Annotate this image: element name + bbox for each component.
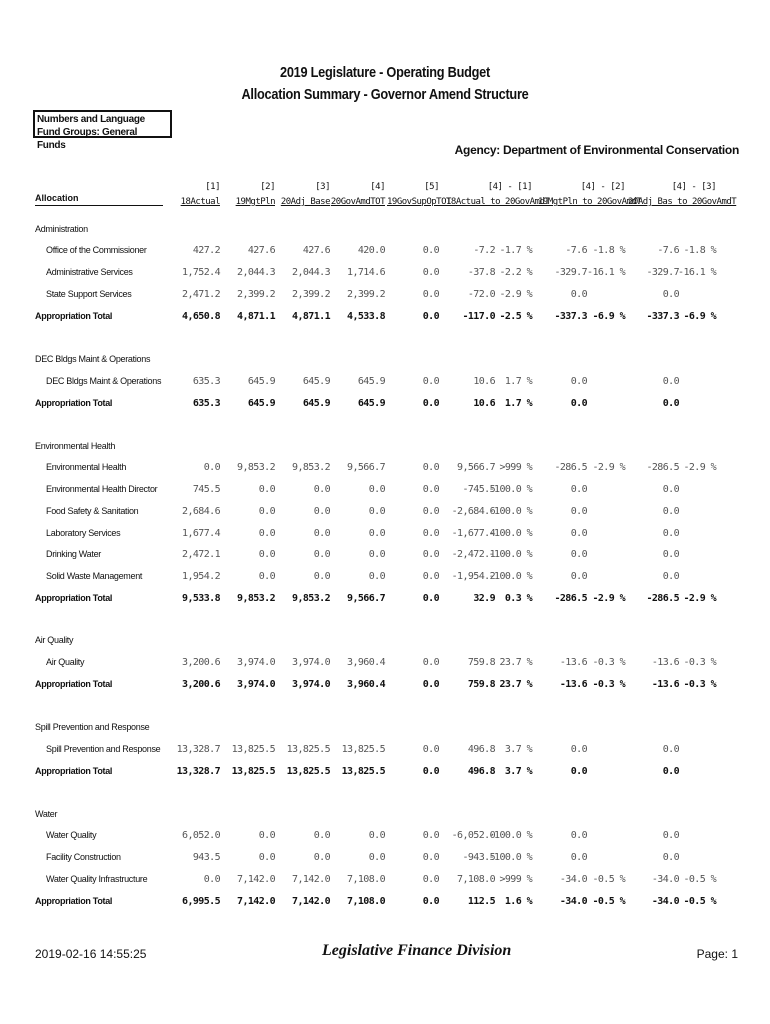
cell-col-4: 13,825.5	[341, 766, 385, 777]
cell-col-8: 0.0	[570, 484, 587, 495]
table-row	[0, 376, 770, 390]
table-row	[0, 657, 770, 671]
cell-col-5: 0.0	[422, 528, 439, 539]
cell-col-5: 0.0	[422, 896, 439, 907]
cell-col-2: 645.9	[247, 376, 275, 387]
cell-col-1: 745.5	[192, 484, 220, 495]
total-label: Appropriation Total	[35, 766, 113, 776]
cell-col-1: 427.2	[192, 245, 220, 256]
section-label: DEC Bldgs Maint & Operations	[35, 354, 151, 364]
cell-col-1: 13,328.7	[176, 766, 220, 777]
cell-col-1: 1,954.2	[182, 571, 220, 582]
appropriation-total-row	[0, 593, 770, 607]
section-header-row	[0, 809, 770, 823]
cell-col-7: 3.7 %	[504, 766, 532, 777]
cell-col-10: 0.0	[662, 506, 679, 517]
row-label: Food Safety & Sanitation	[46, 506, 139, 516]
cell-col-11: -0.5 %	[683, 896, 716, 907]
cell-col-9: -2.9 %	[592, 462, 625, 473]
appropriation-total-row	[0, 398, 770, 412]
cell-col-11: -2.9 %	[683, 593, 716, 604]
cell-col-2: 0.0	[258, 484, 275, 495]
cell-col-10: 0.0	[662, 289, 679, 300]
cell-col-3: 9,853.2	[292, 593, 330, 604]
cell-col-7: 0.3 %	[504, 593, 532, 604]
cell-col-2: 0.0	[258, 528, 275, 539]
cell-col-2: 427.6	[247, 245, 275, 256]
col1-name: 18Actual	[180, 197, 220, 207]
cell-col-2: 9,853.2	[237, 593, 275, 604]
cell-col-3: 3,974.0	[292, 679, 330, 690]
table-row	[0, 267, 770, 281]
cell-col-10: 0.0	[662, 852, 679, 863]
cell-col-4: 9,566.7	[347, 593, 385, 604]
cell-col-2: 13,825.5	[231, 744, 275, 755]
section-header-row	[0, 224, 770, 238]
cell-col-4: 0.0	[368, 484, 385, 495]
cell-col-4: 2,399.2	[347, 289, 385, 300]
cell-col-5: 0.0	[422, 245, 439, 256]
cell-col-4: 0.0	[368, 571, 385, 582]
cell-col-6: -6,052.0	[451, 830, 495, 841]
cell-col-10: 0.0	[662, 766, 679, 777]
col4-name: 20GovAmdTOT	[330, 197, 385, 207]
cell-col-8: -13.6	[559, 679, 587, 690]
cell-col-1: 1,752.4	[182, 267, 220, 278]
report-title: 2019 Legislature - Operating Budget	[279, 64, 491, 81]
cell-col-1: 13,328.7	[176, 744, 220, 755]
cell-col-4: 1,714.6	[347, 267, 385, 278]
report-timestamp: 2019-02-16 14:55:25	[35, 947, 147, 961]
col1-number: [1]	[205, 182, 220, 192]
cell-col-10: 0.0	[662, 571, 679, 582]
cell-col-1: 0.0	[203, 874, 220, 885]
fund-groups-label: Fund Groups: General Funds	[37, 127, 138, 151]
cell-col-8: -337.3	[554, 311, 587, 322]
cell-col-6: 496.8	[467, 744, 495, 755]
section-header-row	[0, 635, 770, 649]
cell-col-2: 2,399.2	[237, 289, 275, 300]
cell-col-2: 0.0	[258, 830, 275, 841]
cell-col-7: 3.7 %	[504, 744, 532, 755]
cell-col-5: 0.0	[422, 462, 439, 473]
cell-col-4: 9,566.7	[347, 462, 385, 473]
section-label: Environmental Health	[35, 441, 116, 451]
cell-col-3: 13,825.5	[286, 744, 330, 755]
appropriation-total-row	[0, 311, 770, 325]
cell-col-1: 2,684.6	[182, 506, 220, 517]
cell-col-2: 645.9	[247, 398, 275, 409]
col2-name: 19MgtPln	[235, 197, 275, 207]
cell-col-4: 13,825.5	[341, 744, 385, 755]
cell-col-4: 645.9	[357, 376, 385, 387]
appropriation-total-row	[0, 896, 770, 910]
table-row	[0, 245, 770, 259]
cell-col-6: -745.5	[462, 484, 495, 495]
cell-col-6: -117.0	[462, 311, 495, 322]
cell-col-7: 1.7 %	[504, 376, 532, 387]
table-row	[0, 528, 770, 542]
row-label: Drinking Water	[46, 549, 101, 559]
cell-col-5: 0.0	[422, 311, 439, 322]
cell-col-9: -16.1 %	[587, 267, 625, 278]
cell-col-7: 23.7 %	[499, 657, 532, 668]
cell-col-3: 4,871.1	[292, 311, 330, 322]
cell-col-2: 7,142.0	[237, 896, 275, 907]
fund-group-box	[33, 110, 172, 151]
cell-col-9: -0.3 %	[592, 657, 625, 668]
cell-col-1: 635.3	[192, 398, 220, 409]
cell-col-11: -0.3 %	[683, 679, 716, 690]
cell-col-7: -100.0 %	[488, 549, 532, 560]
cell-col-2: 3,974.0	[237, 657, 275, 668]
row-label: Laboratory Services	[46, 528, 121, 538]
cell-col-10: 0.0	[662, 398, 679, 409]
table-row	[0, 549, 770, 563]
cell-col-3: 3,974.0	[292, 657, 330, 668]
cell-col-8: -7.6	[565, 245, 587, 256]
cell-col-1: 3,200.6	[182, 679, 220, 690]
cell-col-6: -7.2	[473, 245, 495, 256]
cell-col-8: -13.6	[559, 657, 587, 668]
cell-col-8: 0.0	[570, 766, 587, 777]
cell-col-6: 759.8	[467, 679, 495, 690]
cell-col-8: -329.7	[554, 267, 587, 278]
allocation-column-header: Allocation	[35, 193, 163, 206]
cell-col-2: 2,044.3	[237, 267, 275, 278]
diff2-name: 19MgtPln to 20GovAmdT	[538, 197, 642, 207]
cell-col-5: 0.0	[422, 874, 439, 885]
cell-col-10: 0.0	[662, 830, 679, 841]
cell-col-4: 7,108.0	[347, 874, 385, 885]
cell-col-11: -2.9 %	[683, 462, 716, 473]
cell-col-2: 3,974.0	[237, 679, 275, 690]
cell-col-8: 0.0	[570, 852, 587, 863]
cell-col-4: 0.0	[368, 549, 385, 560]
cell-col-11: -0.5 %	[683, 874, 716, 885]
cell-col-7: -1.7 %	[499, 245, 532, 256]
total-label: Appropriation Total	[35, 398, 113, 408]
cell-col-7: 1.6 %	[504, 896, 532, 907]
cell-col-6: -1,954.2	[451, 571, 495, 582]
section-label: Spill Prevention and Response	[35, 722, 150, 732]
cell-col-1: 943.5	[192, 852, 220, 863]
cell-col-10: -13.6	[651, 657, 679, 668]
table-row	[0, 874, 770, 888]
cell-col-7: -2.2 %	[499, 267, 532, 278]
row-label: Administrative Services	[46, 267, 133, 277]
cell-col-10: 0.0	[662, 528, 679, 539]
cell-col-11: -1.8 %	[683, 245, 716, 256]
cell-col-5: 0.0	[422, 289, 439, 300]
cell-col-4: 0.0	[368, 506, 385, 517]
diff2-number: [4] - [2]	[580, 182, 625, 192]
cell-col-7: -100.0 %	[488, 506, 532, 517]
row-label: Facility Construction	[46, 852, 121, 862]
cell-col-10: -34.0	[651, 874, 679, 885]
cell-col-6: 9,566.7	[457, 462, 495, 473]
cell-col-7: -100.0 %	[488, 830, 532, 841]
cell-col-2: 4,871.1	[237, 311, 275, 322]
diff3-number: [4] - [3]	[671, 182, 716, 192]
section-label: Air Quality	[35, 635, 74, 645]
cell-col-10: -337.3	[646, 311, 679, 322]
appropriation-total-row	[0, 766, 770, 780]
cell-col-8: 0.0	[570, 571, 587, 582]
cell-col-10: -286.5	[646, 593, 679, 604]
cell-col-3: 2,044.3	[292, 267, 330, 278]
cell-col-3: 7,142.0	[292, 874, 330, 885]
cell-col-5: 0.0	[422, 506, 439, 517]
report-subtitle: Allocation Summary - Governor Amend Structure	[241, 86, 529, 103]
cell-col-4: 0.0	[368, 830, 385, 841]
cell-col-1: 0.0	[203, 462, 220, 473]
row-label: Air Quality	[46, 657, 85, 667]
section-header-row	[0, 441, 770, 455]
col5-name: 19GovSupOpTOT	[387, 197, 451, 207]
total-label: Appropriation Total	[35, 593, 113, 603]
cell-col-6: 7,108.0	[457, 874, 495, 885]
cell-col-6: -943.5	[462, 852, 495, 863]
table-row	[0, 852, 770, 866]
total-label: Appropriation Total	[35, 679, 113, 689]
cell-col-2: 9,853.2	[237, 462, 275, 473]
cell-col-5: 0.0	[422, 852, 439, 863]
cell-col-9: -0.3 %	[592, 679, 625, 690]
cell-col-9: -6.9 %	[592, 311, 625, 322]
cell-col-5: 0.0	[422, 549, 439, 560]
cell-col-5: 0.0	[422, 376, 439, 387]
row-label: Spill Prevention and Response	[46, 744, 161, 754]
cell-col-6: -72.0	[467, 289, 495, 300]
cell-col-3: 0.0	[313, 571, 330, 582]
cell-col-5: 0.0	[422, 679, 439, 690]
cell-col-5: 0.0	[422, 744, 439, 755]
cell-col-4: 4,533.8	[347, 311, 385, 322]
row-label: State Support Services	[46, 289, 132, 299]
table-row	[0, 484, 770, 498]
cell-col-6: 10.6	[473, 398, 495, 409]
cell-col-4: 3,960.4	[347, 679, 385, 690]
cell-col-6: 10.6	[473, 376, 495, 387]
cell-col-8: 0.0	[570, 549, 587, 560]
cell-col-5: 0.0	[422, 657, 439, 668]
cell-col-9: -0.5 %	[592, 896, 625, 907]
cell-col-2: 0.0	[258, 549, 275, 560]
cell-col-6: -2,472.1	[451, 549, 495, 560]
cell-col-1: 6,995.5	[182, 896, 220, 907]
cell-col-6: -2,684.6	[451, 506, 495, 517]
section-header-row	[0, 722, 770, 736]
table-row	[0, 571, 770, 585]
cell-col-3: 0.0	[313, 830, 330, 841]
section-label: Water	[35, 809, 58, 819]
table-row	[0, 506, 770, 520]
cell-col-9: -2.9 %	[592, 593, 625, 604]
cell-col-7: -100.0 %	[488, 484, 532, 495]
cell-col-10: 0.0	[662, 376, 679, 387]
cell-col-3: 427.6	[302, 245, 330, 256]
cell-col-2: 7,142.0	[237, 874, 275, 885]
cell-col-7: -2.5 %	[499, 311, 532, 322]
cell-col-9: -0.5 %	[592, 874, 625, 885]
table-row	[0, 289, 770, 303]
cell-col-3: 0.0	[313, 528, 330, 539]
cell-col-4: 645.9	[357, 398, 385, 409]
cell-col-1: 1,677.4	[182, 528, 220, 539]
cell-col-10: -34.0	[651, 896, 679, 907]
cell-col-1: 9,533.8	[182, 593, 220, 604]
cell-col-3: 13,825.5	[286, 766, 330, 777]
table-row	[0, 744, 770, 758]
cell-col-3: 645.9	[302, 376, 330, 387]
cell-col-3: 2,399.2	[292, 289, 330, 300]
cell-col-5: 0.0	[422, 766, 439, 777]
cell-col-1: 2,471.2	[182, 289, 220, 300]
cell-col-8: 0.0	[570, 830, 587, 841]
cell-col-5: 0.0	[422, 398, 439, 409]
cell-col-7: 1.7 %	[504, 398, 532, 409]
cell-col-1: 3,200.6	[182, 657, 220, 668]
cell-col-10: -13.6	[651, 679, 679, 690]
section-label: Administration	[35, 224, 88, 234]
cell-col-6: -1,677.4	[451, 528, 495, 539]
cell-col-7: >999 %	[499, 874, 532, 885]
cell-col-4: 0.0	[368, 852, 385, 863]
table-row	[0, 462, 770, 476]
division-logo-text: Legislative Finance Division	[322, 942, 512, 959]
cell-col-5: 0.0	[422, 571, 439, 582]
cell-col-6: 759.8	[467, 657, 495, 668]
cell-col-10: 0.0	[662, 744, 679, 755]
row-label: Environmental Health Director	[46, 484, 158, 494]
cell-col-2: 0.0	[258, 571, 275, 582]
cell-col-10: -329.7	[646, 267, 679, 278]
cell-col-9: -1.8 %	[592, 245, 625, 256]
cell-col-7: -100.0 %	[488, 528, 532, 539]
cell-col-5: 0.0	[422, 593, 439, 604]
cell-col-8: -34.0	[559, 896, 587, 907]
row-label: Solid Waste Management	[46, 571, 143, 581]
total-label: Appropriation Total	[35, 311, 113, 321]
cell-col-1: 2,472.1	[182, 549, 220, 560]
cell-col-10: -7.6	[657, 245, 679, 256]
cell-col-8: 0.0	[570, 398, 587, 409]
cell-col-7: >999 %	[499, 462, 532, 473]
cell-col-1: 635.3	[192, 376, 220, 387]
cell-col-10: -286.5	[646, 462, 679, 473]
diff3-name: 20Adj Bas to 20GovAmdT	[628, 197, 737, 207]
cell-col-8: 0.0	[570, 376, 587, 387]
cell-col-8: 0.0	[570, 289, 587, 300]
cell-col-5: 0.0	[422, 830, 439, 841]
col3-number: [3]	[315, 182, 330, 192]
cell-col-3: 7,142.0	[292, 896, 330, 907]
cell-col-11: -6.9 %	[683, 311, 716, 322]
cell-col-8: -286.5	[554, 593, 587, 604]
appropriation-total-row	[0, 679, 770, 693]
cell-col-8: 0.0	[570, 506, 587, 517]
cell-col-1: 6,052.0	[182, 830, 220, 841]
cell-col-7: -100.0 %	[488, 852, 532, 863]
cell-col-3: 0.0	[313, 484, 330, 495]
cell-col-2: 13,825.5	[231, 766, 275, 777]
cell-col-5: 0.0	[422, 267, 439, 278]
cell-col-10: 0.0	[662, 549, 679, 560]
row-label: Water Quality	[46, 830, 97, 840]
cell-col-4: 7,108.0	[347, 896, 385, 907]
cell-col-8: 0.0	[570, 528, 587, 539]
diff1-number: [4] - [1]	[487, 182, 532, 192]
col3-name: 20Adj Base	[280, 197, 330, 207]
cell-col-4: 0.0	[368, 528, 385, 539]
cell-col-2: 0.0	[258, 506, 275, 517]
page-number: Page: 1	[696, 947, 738, 961]
section-header-row	[0, 354, 770, 368]
cell-col-11: -0.3 %	[683, 657, 716, 668]
cell-col-6: 496.8	[467, 766, 495, 777]
cell-col-7: -2.9 %	[499, 289, 532, 300]
cell-col-6: 112.5	[467, 896, 495, 907]
cell-col-3: 9,853.2	[292, 462, 330, 473]
row-label: Environmental Health	[46, 462, 127, 472]
total-label: Appropriation Total	[35, 896, 113, 906]
row-label: DEC Bldgs Maint & Operations	[46, 376, 162, 386]
col5-number: [5]	[424, 182, 439, 192]
agency-label: Agency: Department of Environmental Conservation	[454, 143, 739, 157]
row-label: Office of the Commissioner	[46, 245, 147, 255]
cell-col-7: -100.0 %	[488, 571, 532, 582]
cell-col-8: -34.0	[559, 874, 587, 885]
cell-col-4: 3,960.4	[347, 657, 385, 668]
cell-col-2: 0.0	[258, 852, 275, 863]
cell-col-8: 0.0	[570, 744, 587, 755]
col4-number: [4]	[370, 182, 385, 192]
cell-col-6: -37.8	[467, 267, 495, 278]
cell-col-1: 4,650.8	[182, 311, 220, 322]
cell-col-11: -16.1 %	[678, 267, 716, 278]
numbers-language-label: Numbers and Language	[37, 114, 145, 125]
cell-col-5: 0.0	[422, 484, 439, 495]
cell-col-7: 23.7 %	[499, 679, 532, 690]
table-row	[0, 830, 770, 844]
cell-col-3: 0.0	[313, 852, 330, 863]
cell-col-6: 32.9	[473, 593, 495, 604]
row-label: Water Quality Infrastructure	[46, 874, 148, 884]
cell-col-8: -286.5	[554, 462, 587, 473]
diff1-name: 18Actual to 20GovAmdT	[446, 197, 550, 207]
col2-number: [2]	[260, 182, 275, 192]
cell-col-10: 0.0	[662, 484, 679, 495]
cell-col-4: 420.0	[357, 245, 385, 256]
cell-col-3: 0.0	[313, 549, 330, 560]
cell-col-3: 645.9	[302, 398, 330, 409]
cell-col-3: 0.0	[313, 506, 330, 517]
